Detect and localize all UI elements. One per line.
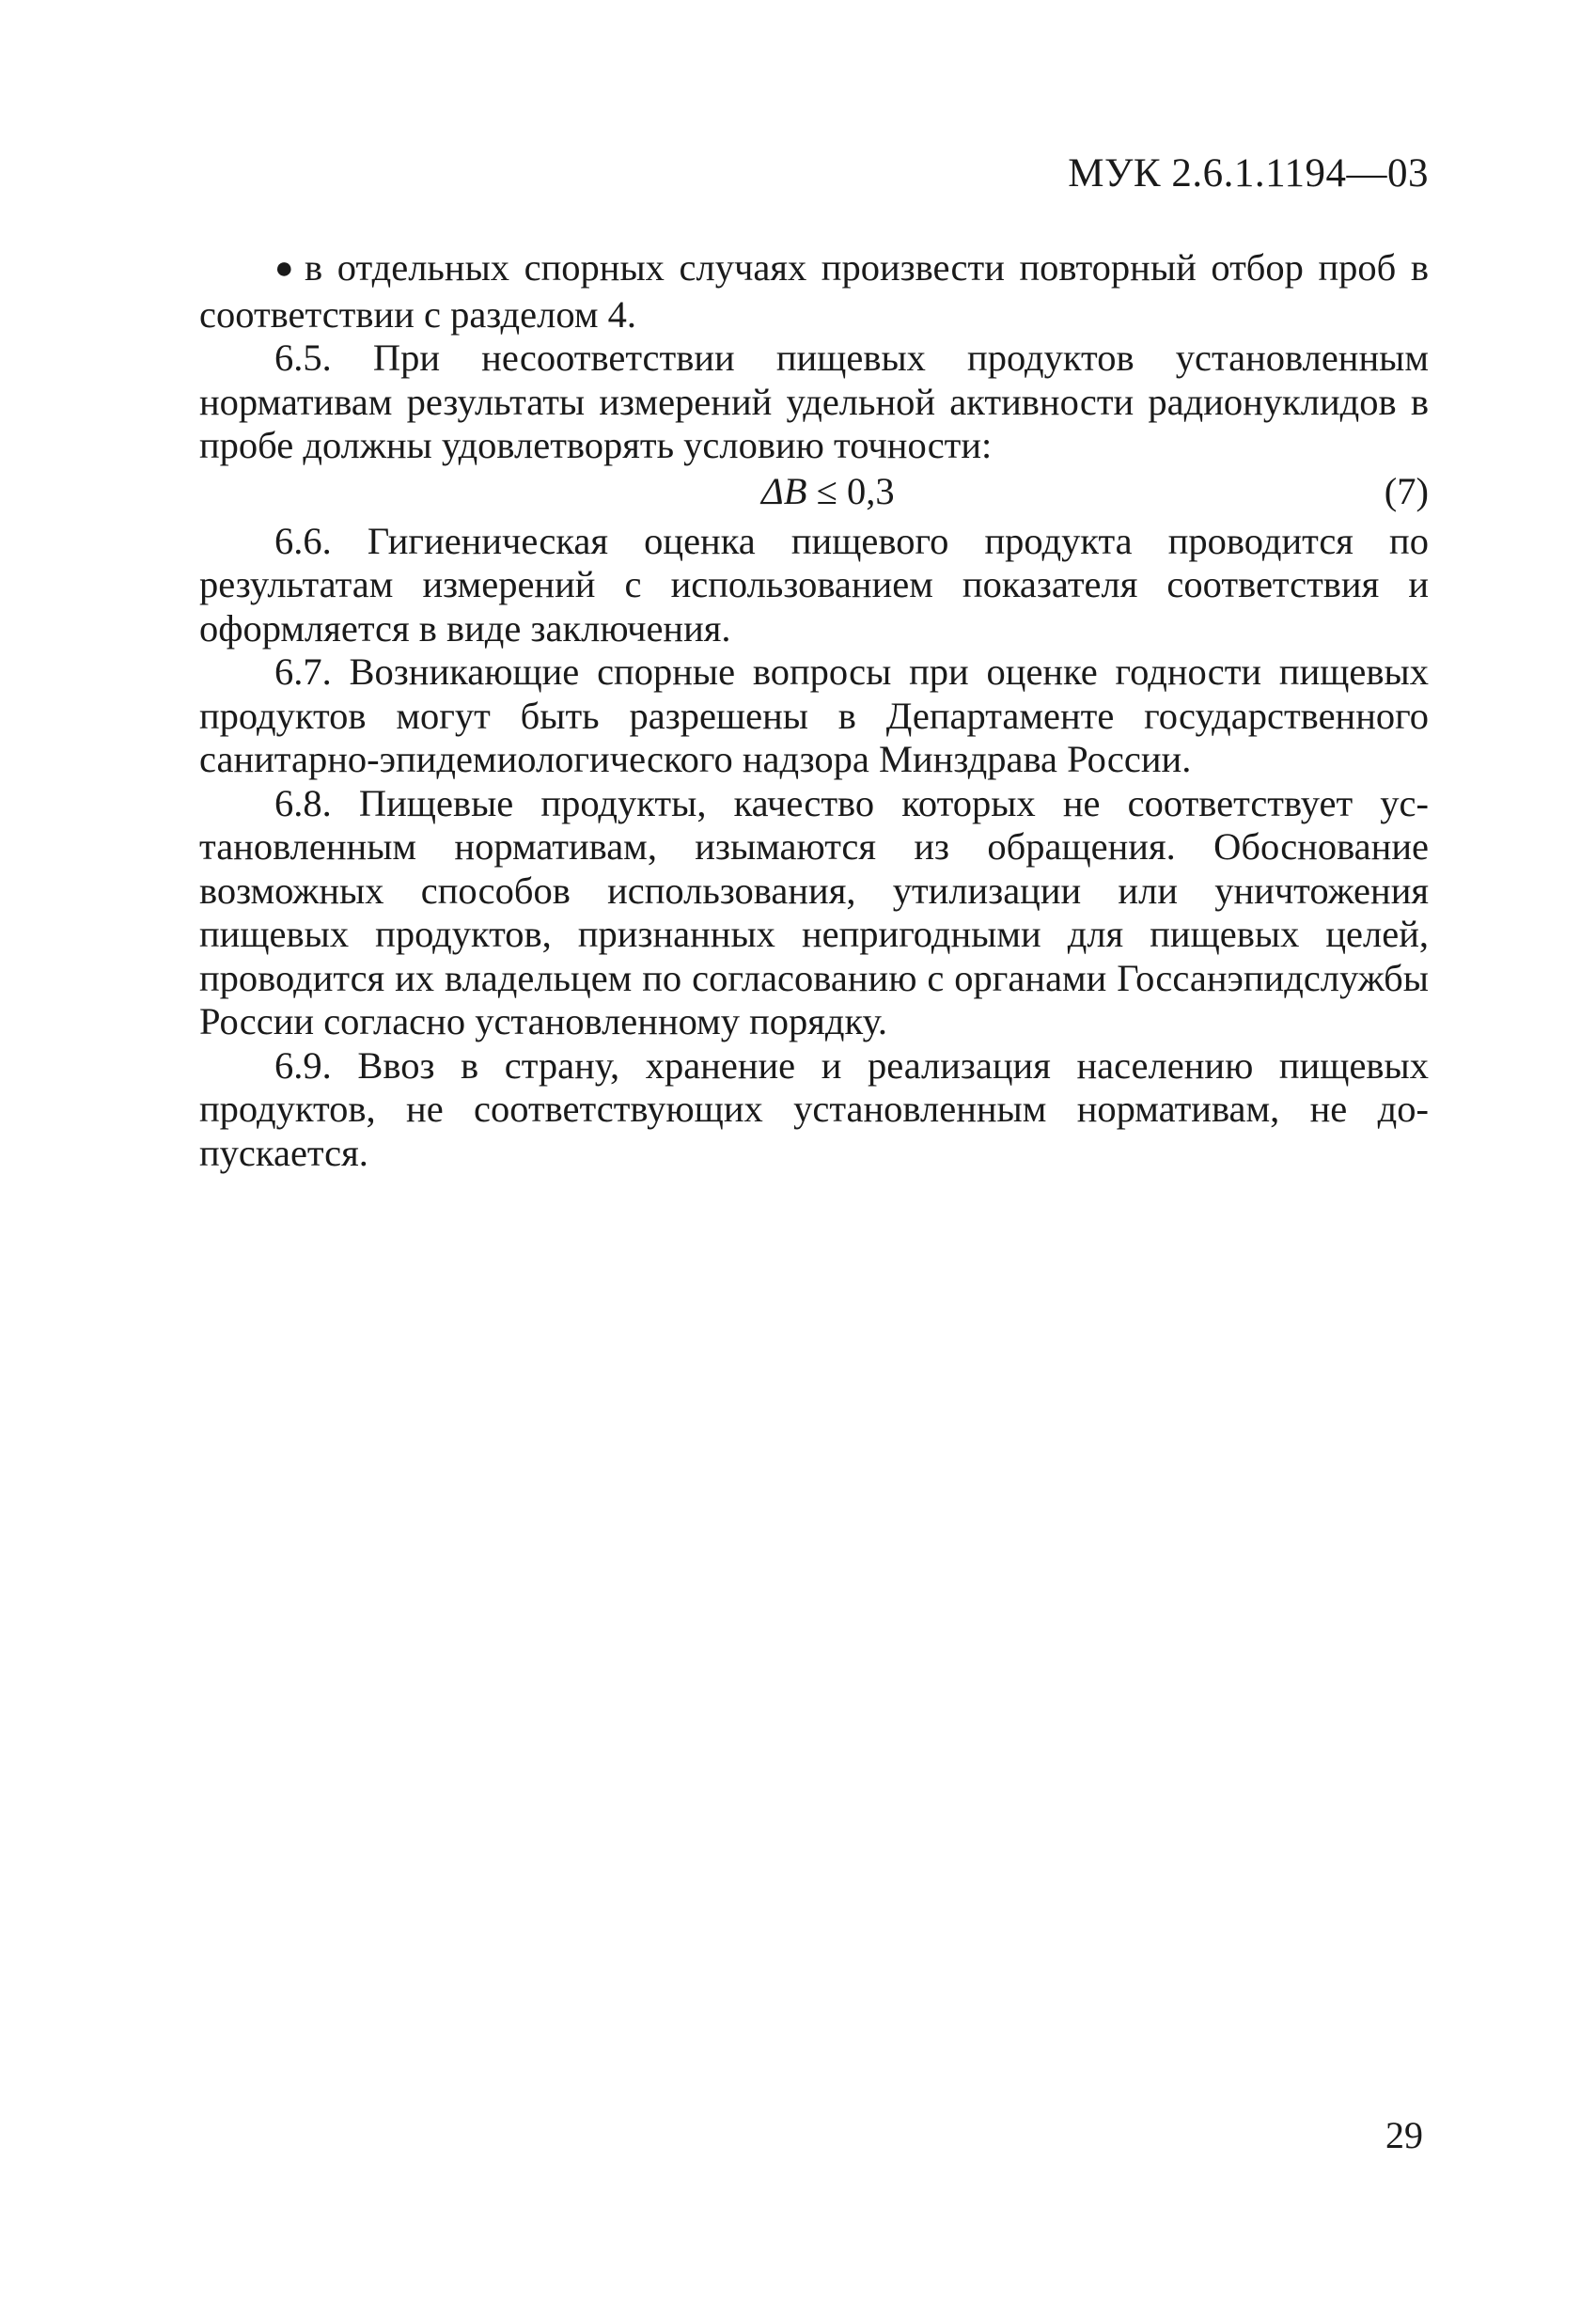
bullet-text: в отдельных спорных случаях произвести повторный отбор проб в соответствии с разделом 4.	[199, 246, 1429, 336]
section-6-6: 6.6. Гигиеническая оценка пищевого продукта проводится по результатам измерений с использованием показателя соответствия и оформляется в виде заключения.	[199, 519, 1429, 650]
section-6-9: 6.9. Ввоз в страну, хранение и реализация населению пищевых продуктов, не соответствующих установленным нормативам, не допускается.	[199, 1043, 1429, 1174]
formula-row	[199, 470, 1429, 515]
section-6-5: 6.5. При несоответствии пищевых продуктов установленным нормативам результаты измерений удельной активности радионуклидов в пробе должны удовлетворять условию точности:	[199, 337, 1429, 466]
page-number: 29	[1385, 2114, 1423, 2156]
bullet-icon: ●	[274, 251, 300, 286]
formula-symbol: ΔB	[761, 469, 807, 512]
formula-number: (7)	[1384, 469, 1429, 512]
formula-relation: ≤ 0,3	[806, 469, 895, 512]
document-code-header: МУК 2.6.1.1194—03	[1068, 151, 1429, 196]
bullet-paragraph	[199, 246, 1429, 337]
section-6-7: 6.7. Возникающие спорные вопросы при оценке годности пищевых продуктов могут быть разрешены в Департаменте государственного санитарно-эпидемиологического надзора Минздрава России.	[199, 650, 1429, 780]
formula-7	[761, 470, 895, 514]
page-body	[199, 246, 1429, 1175]
section-6-8: 6.8. Пищевые продукты, качество которых не соответствует установленным нормативам, изымаются из обращения. Обоснование возможных способов использования, утилизации или уничтожения пищевых продуктов, признанных непригодными для пищевых целей, проводится их владельцем по согласованию с органами Госсанэпидслужбы России согласно установленному порядку.	[199, 781, 1429, 1042]
